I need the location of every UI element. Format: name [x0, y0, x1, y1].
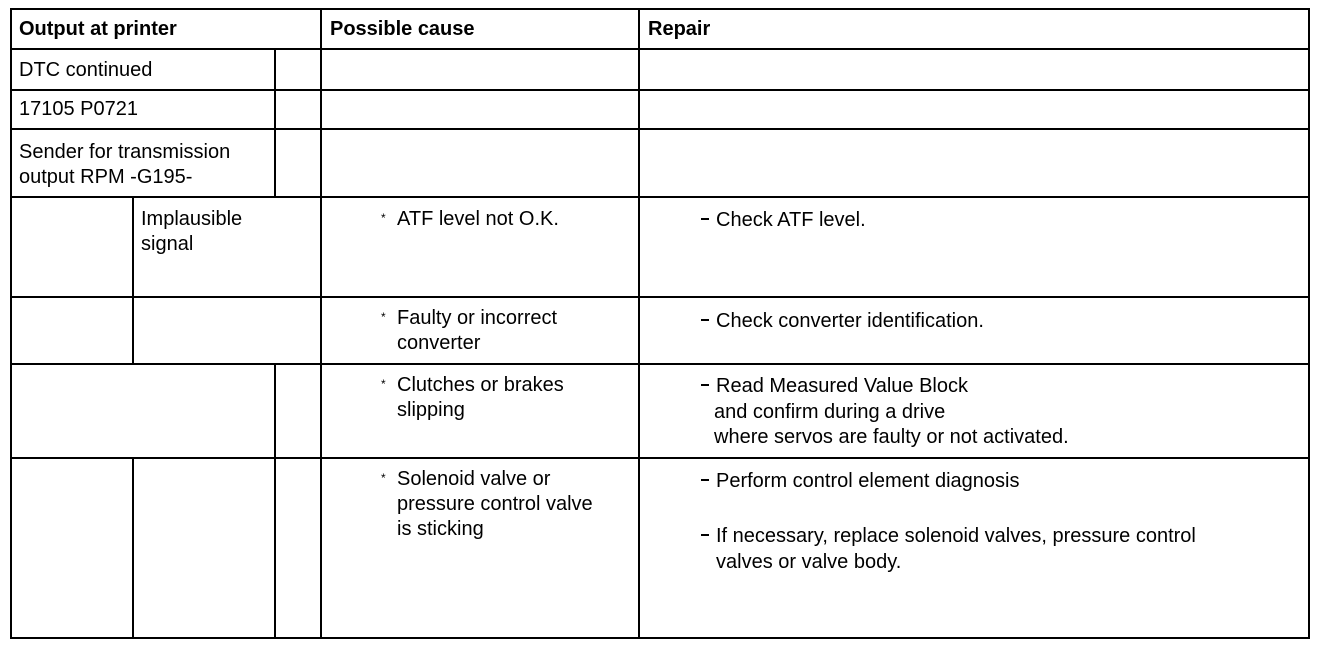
repair-text: where servos are faulty or not activated. — [714, 426, 1069, 448]
dtc-code: 17105 P0721 — [19, 98, 139, 120]
header-output: Output at printer — [19, 18, 177, 40]
row-divider — [10, 457, 1310, 459]
bullet-icon: * — [381, 211, 386, 225]
repair-text: and confirm during a drive — [714, 401, 946, 423]
cause-text: Solenoid valve or — [397, 468, 551, 490]
cause-text: Faulty or incorrect — [397, 307, 558, 329]
dtc-continued-label: DTC continued — [19, 59, 153, 81]
cause-text: converter — [397, 332, 481, 354]
column-divider — [638, 8, 640, 639]
dash-icon — [701, 479, 709, 481]
repair-text: Perform control element diagnosis — [716, 470, 1020, 492]
dash-icon — [701, 319, 709, 321]
header-cause: Possible cause — [330, 18, 475, 40]
dash-icon — [701, 534, 709, 536]
column-divider — [132, 196, 134, 365]
column-divider — [132, 457, 134, 639]
repair-text: Check ATF level. — [716, 209, 866, 231]
fault-type-line2: signal — [141, 233, 194, 255]
row-divider — [10, 48, 1310, 50]
bullet-icon: * — [381, 471, 386, 485]
bullet-icon: * — [381, 377, 386, 391]
cause-text: pressure control valve — [397, 493, 593, 515]
cause-text: is sticking — [397, 518, 484, 540]
dash-icon — [701, 384, 709, 386]
repair-text: Read Measured Value Block — [716, 375, 968, 397]
sender-label-line1: Sender for transmission — [19, 141, 231, 163]
sender-label-line2: output RPM -G195- — [19, 166, 193, 188]
row-divider — [10, 296, 1310, 298]
row-divider — [10, 196, 1310, 198]
repair-text: If necessary, replace solenoid valves, pressure control — [716, 525, 1196, 547]
column-divider — [274, 363, 276, 639]
repair-text: Check converter identification. — [716, 310, 984, 332]
column-divider — [274, 48, 276, 198]
column-divider — [320, 8, 322, 639]
cause-text: Clutches or brakes — [397, 374, 564, 396]
cause-text: ATF level not O.K. — [397, 208, 559, 230]
bullet-icon: * — [381, 310, 386, 324]
cause-text: slipping — [397, 399, 465, 421]
repair-text: valves or valve body. — [716, 551, 902, 573]
fault-type-line1: Implausible — [141, 208, 243, 230]
dash-icon — [701, 218, 709, 220]
row-divider — [10, 89, 1310, 91]
row-divider — [10, 128, 1310, 130]
header-repair: Repair — [648, 18, 711, 40]
row-divider — [10, 363, 1310, 365]
